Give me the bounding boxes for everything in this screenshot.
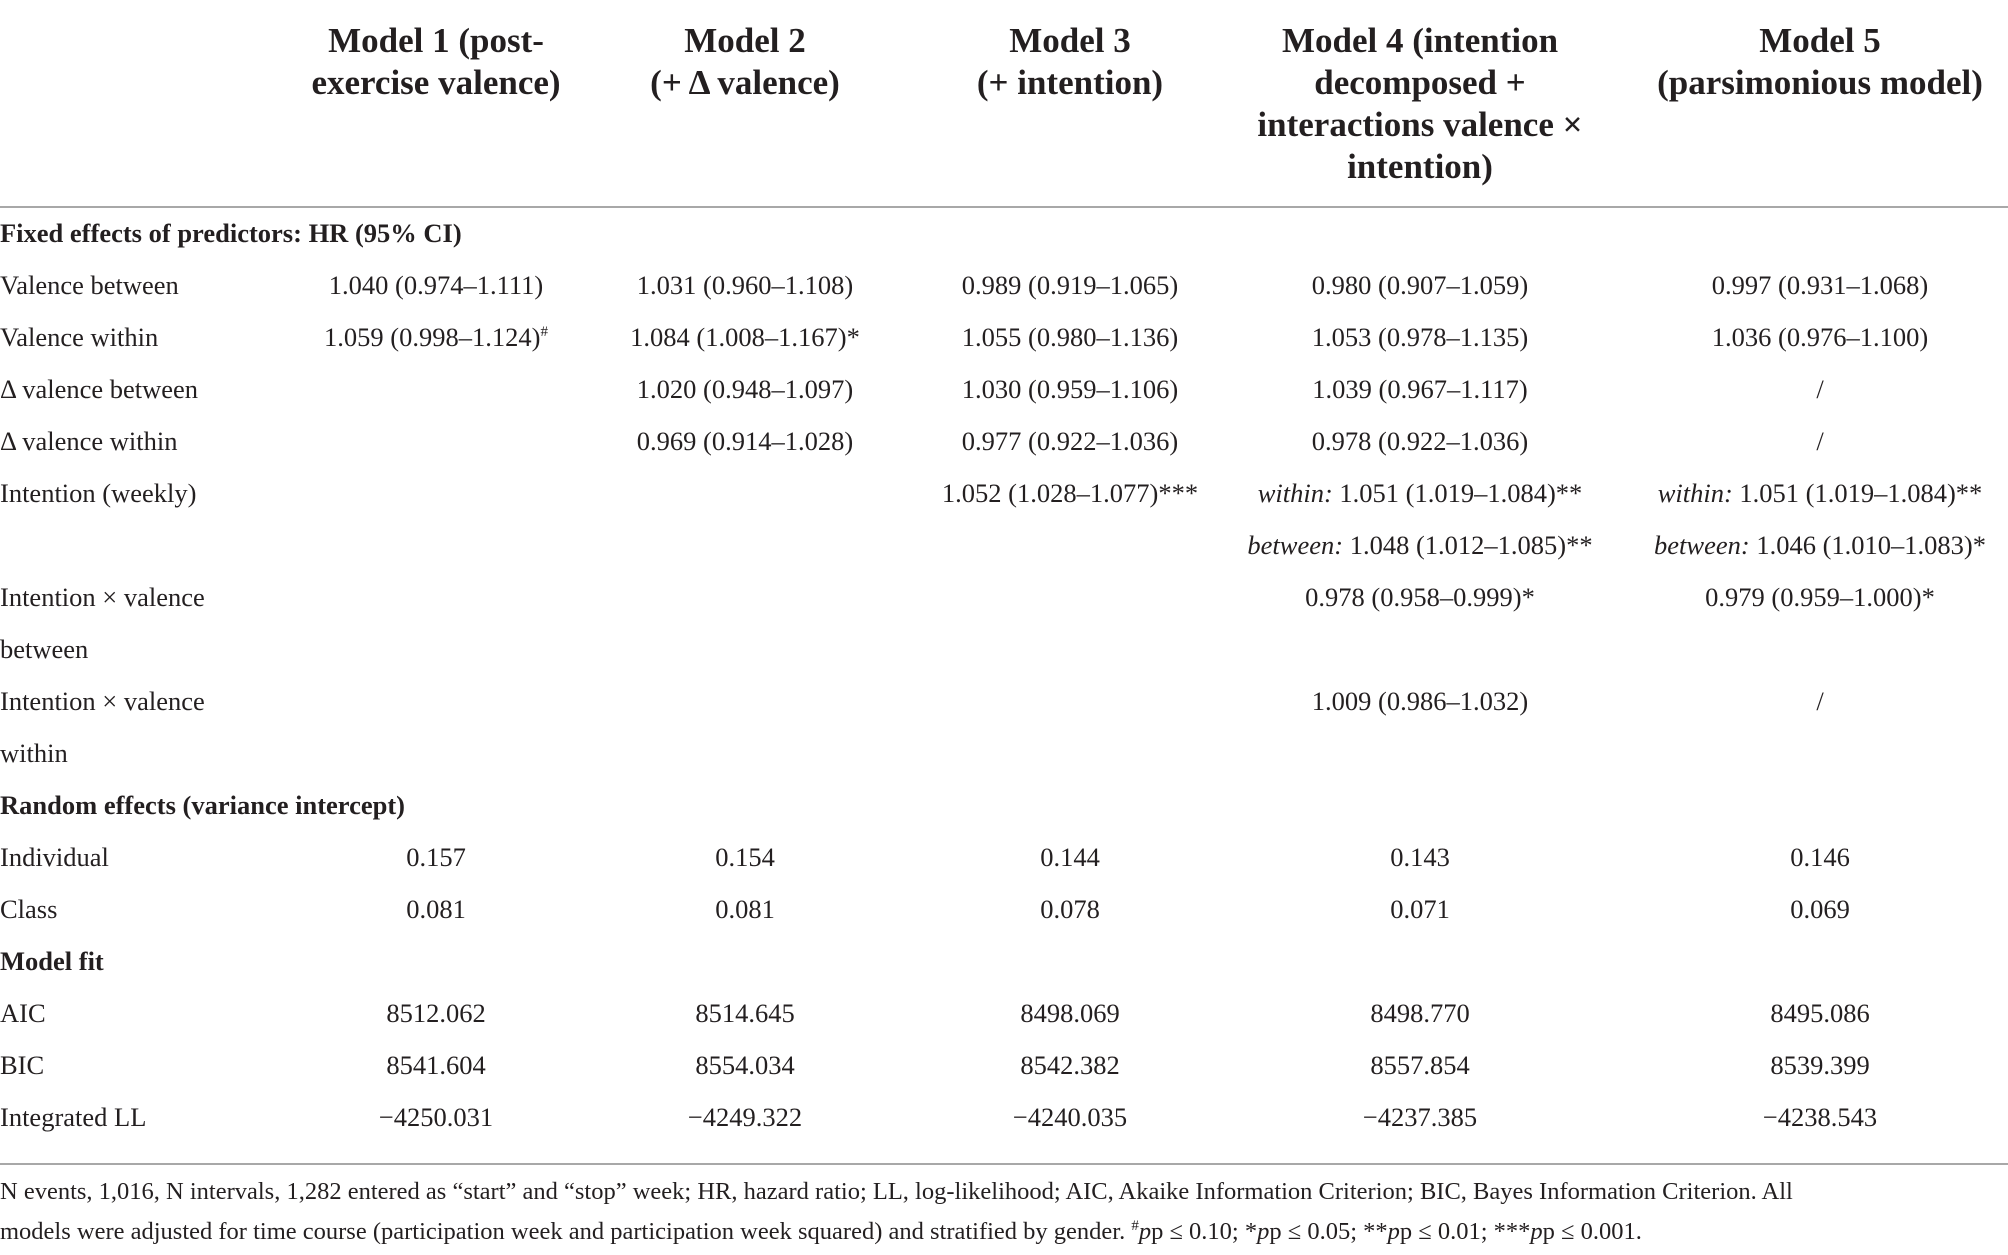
header-model-4: Model 4 (intention decomposed + interactions valence × intention)	[1257, 21, 1583, 186]
cell-model-5: 8495.086	[1770, 998, 1870, 1028]
table-row-intention-x-valence-within	[0, 675, 2008, 727]
cell-value: 1.051 (1.019–1.084)**	[1339, 478, 1583, 508]
table-row-class	[0, 883, 2008, 935]
cell-model-4: 8498.770	[1370, 998, 1470, 1028]
cell-model-4: 1.009 (0.986–1.032)	[1311, 686, 1529, 716]
cell-model-2: 0.081	[715, 894, 775, 924]
cell-model-5: 0.146	[1790, 842, 1850, 872]
cell-value: 1.048 (1.012–1.085)**	[1349, 530, 1593, 560]
cell-model-3: −4240.035	[1012, 1102, 1128, 1132]
section-row-fit	[0, 935, 2008, 987]
row-label: Valence between	[0, 270, 179, 300]
row-label: BIC	[0, 1050, 45, 1080]
table-row-integrated-ll	[0, 1091, 2008, 1143]
row-label: Intention × valence	[0, 582, 205, 612]
table-row-valence-within	[0, 311, 2008, 363]
cell-prefix: between:	[1247, 530, 1344, 560]
row-label: Class	[0, 894, 58, 924]
cell-prefix: within:	[1257, 478, 1333, 508]
table-row-delta-valence-within	[0, 415, 2008, 467]
cell-model-4: 0.071	[1390, 894, 1450, 924]
cell-model-1: 8512.062	[386, 998, 486, 1028]
cell-prefix: within:	[1657, 478, 1733, 508]
footer-rule	[0, 1163, 2008, 1165]
cell-model-4: −4237.385	[1362, 1102, 1478, 1132]
cell-model-2: 8554.034	[695, 1050, 795, 1080]
table-row-delta-valence-between	[0, 363, 2008, 415]
cell-model-4: 0.978 (0.922–1.036)	[1311, 426, 1529, 456]
cell-model-2: 1.020 (0.948–1.097)	[636, 374, 854, 404]
table-row-intention	[0, 467, 2008, 519]
cell-model-1: 8541.604	[386, 1050, 486, 1080]
cell-model-2: 0.969 (0.914–1.028)	[636, 426, 854, 456]
header-model-3: Model 3 (+ intention)	[976, 21, 1164, 102]
footnote-line-2: models were adjusted for time course (participation week and participation week squared) and stratified by gender. #pp ≤ 0.10; *pp ≤ 0.05; **pp ≤ 0.01; ***pp ≤ 0.001.	[0, 1217, 1642, 1245]
cell-model-3: 0.144	[1040, 842, 1100, 872]
table-header	[0, 0, 2008, 207]
table-row-intention-x-valence-within-cont	[0, 727, 2008, 779]
cell-model-1: 0.081	[406, 894, 466, 924]
cell-model-4: 1.039 (0.967–1.117)	[1312, 374, 1528, 404]
cell-model-4: 8557.854	[1370, 1050, 1470, 1080]
cell-value: 1.051 (1.019–1.084)**	[1739, 478, 1983, 508]
cell-model-2: 1.031 (0.960–1.108)	[636, 270, 854, 300]
table-row-individual	[0, 831, 2008, 883]
row-label: between	[0, 634, 89, 664]
table-row-intention-between	[0, 519, 2008, 571]
table-row-intention-x-valence-between	[0, 571, 2008, 623]
cell-model-5: −4238.543	[1762, 1102, 1878, 1132]
cell-model-2: 1.084 (1.008–1.167)*	[630, 322, 860, 352]
header-model-2: Model 2 (+ Δ valence)	[650, 21, 840, 102]
cell-model-1: 1.040 (0.974–1.111)	[328, 270, 544, 300]
cell-value: 1.059 (0.998–1.124)	[324, 322, 541, 352]
row-label: Δ valence between	[0, 374, 199, 404]
cell-model-4	[1220, 467, 1620, 519]
section-row-random	[0, 779, 2008, 831]
cell-model-5: 0.997 (0.931–1.068)	[1711, 270, 1929, 300]
header-model-1: Model 1 (post- exercise valence)	[311, 21, 561, 102]
cell-model-3: 0.078	[1040, 894, 1100, 924]
cell-model-1: 0.157	[406, 842, 466, 872]
cell-model-2: −4249.322	[687, 1102, 803, 1132]
row-label: Intention (weekly)	[0, 478, 197, 508]
row-label: Δ valence within	[0, 426, 178, 456]
cell-model-3: 8498.069	[1020, 998, 1120, 1028]
section-title-fit: Model fit	[0, 946, 104, 976]
significance-marker: #	[540, 324, 548, 341]
table-row-intention-x-valence-between-cont	[0, 623, 2008, 675]
row-label: Valence within	[0, 322, 159, 352]
section-row-fixed	[0, 207, 2008, 259]
cell-value: 1.046 (1.010–1.083)*	[1756, 530, 1986, 560]
cell-model-4: 0.978 (0.958–0.999)*	[1305, 582, 1535, 612]
cell-model-1: −4250.031	[378, 1102, 494, 1132]
row-label: within	[0, 738, 68, 768]
cell-model-4	[1220, 519, 1620, 571]
cell-model-5: 8539.399	[1770, 1050, 1870, 1080]
cell-model-5: 0.979 (0.959–1.000)*	[1705, 582, 1935, 612]
cell-model-3: 1.052 (1.028–1.077)***	[941, 478, 1199, 508]
cell-model-2: 0.154	[715, 842, 775, 872]
section-title-fixed: Fixed effects of predictors: HR (95% CI)	[0, 218, 462, 248]
header-model-5: Model 5 (parsimonious model)	[1657, 21, 1983, 102]
cell-model-3: 1.030 (0.959–1.106)	[961, 374, 1179, 404]
cell-model-5	[1610, 519, 2008, 571]
table-footnote	[0, 1172, 1960, 1252]
table-row-aic	[0, 987, 2008, 1039]
cell-model-4: 0.980 (0.907–1.059)	[1311, 270, 1529, 300]
cell-model-4: 1.053 (0.978–1.135)	[1311, 322, 1529, 352]
cell-model-5: /	[1816, 686, 1824, 716]
cell-model-5: 1.036 (0.976–1.100)	[1711, 322, 1929, 352]
footnote-line-1: N events, 1,016, N intervals, 1,282 entered as “start” and “stop” week; HR, hazard ratio; LL, log-likelihood; AIC, Akaike Information Criterion; BIC, Bayes Information Criterion. All	[0, 1178, 1793, 1205]
table-row-valence-between	[0, 259, 2008, 311]
row-label: Integrated LL	[0, 1102, 147, 1132]
cell-model-3: 0.977 (0.922–1.036)	[961, 426, 1179, 456]
section-title-random: Random effects (variance intercept)	[0, 790, 405, 820]
row-label: Individual	[0, 842, 109, 872]
cell-model-3: 8542.382	[1020, 1050, 1120, 1080]
cell-model-2: 8514.645	[695, 998, 795, 1028]
cell-model-5: 0.069	[1790, 894, 1850, 924]
table-row-bic	[0, 1039, 2008, 1091]
row-label: Intention × valence	[0, 686, 205, 716]
cell-model-5: /	[1816, 426, 1824, 456]
cell-model-5: /	[1816, 374, 1824, 404]
cell-model-1	[262, 311, 610, 363]
cell-model-3: 0.989 (0.919–1.065)	[961, 270, 1179, 300]
cell-model-5	[1610, 467, 2008, 519]
cell-model-4: 0.143	[1390, 842, 1450, 872]
row-label: AIC	[0, 998, 46, 1028]
cell-model-3: 1.055 (0.980–1.136)	[961, 322, 1179, 352]
cell-prefix: between:	[1654, 530, 1750, 560]
